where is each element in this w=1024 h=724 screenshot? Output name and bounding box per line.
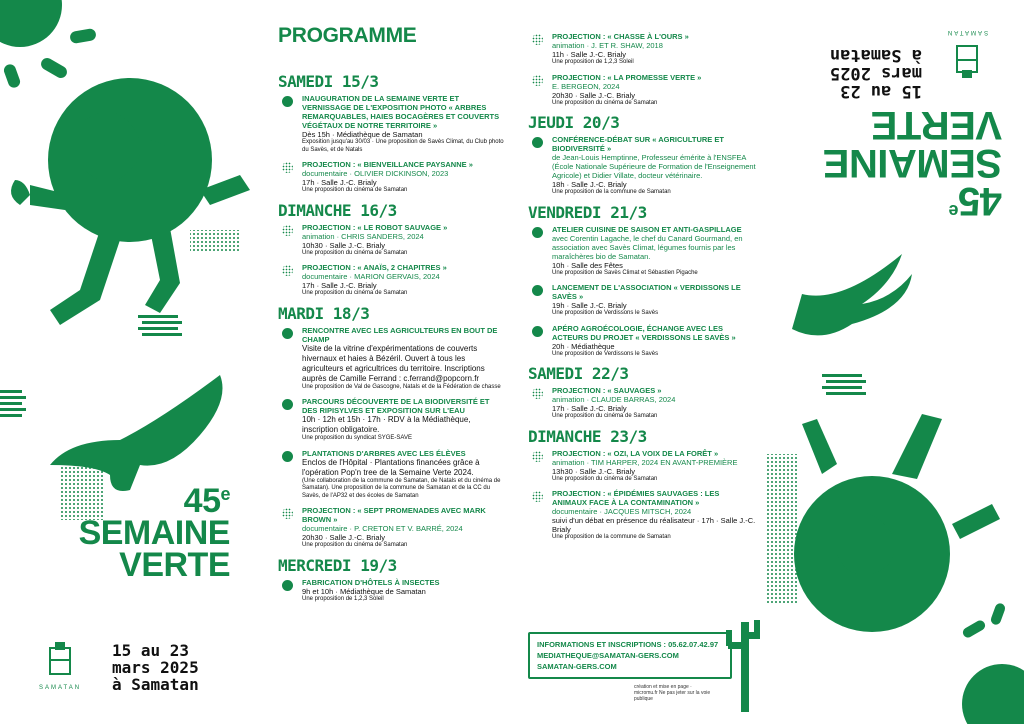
event-title: PROJECTION : « ÉPIDÉMIES SAUVAGES : LES ANIMAUX FACE À LA CONTAMINATION » [552, 489, 720, 507]
event-item [278, 223, 506, 258]
edition-heading [30, 482, 230, 584]
event-proposal: Une proposition du cinéma de Samatan [552, 99, 658, 106]
event-title: ATELIER CUISINE DE SAISON ET ANTI-GASPILLAGE [552, 224, 742, 234]
event-bullet-icon [282, 508, 293, 519]
event-bullet-icon [532, 388, 543, 399]
event-bullet-icon [532, 137, 543, 148]
event-subtitle: documentaire · OLIVIER DICKINSON, 2023 [302, 169, 449, 178]
edition-suffix: e [220, 484, 230, 504]
event-bullet-icon [282, 580, 293, 591]
event-title: CONFÉRENCE-DÉBAT SUR « AGRICULTURE ET BIODIVERSITÉ » [552, 135, 724, 153]
programme-panel-left [262, 0, 512, 724]
event-time: suivi d'un débat en présence du réalisateur · 17h · Salle J.-C. Brialy [552, 516, 756, 534]
edition-heading [823, 103, 1002, 223]
event-bullet-icon [532, 491, 543, 502]
day-block [528, 427, 756, 542]
event-time: 20h30 · Salle J.-C. Brialy [552, 90, 635, 100]
event-description: Enclos de l'Hôpital · Plantations financées grâce à l'opération Pop'n tree de la Semaine Verte 2024. [302, 457, 480, 477]
heading-line2: VERTE [871, 103, 1002, 147]
event-proposal: Exposition jusqu'au 30/03 · Une proposition de Savès Climat, du Club photo du Savès, et de Natals [302, 139, 504, 153]
rotated-illustrations [762, 224, 1024, 724]
dates-line3: à Samatan [112, 675, 199, 694]
edition-number: 45 [958, 179, 1002, 223]
event-proposal: Une proposition du cinéma de Samatan [552, 475, 658, 482]
event-subtitle: E. BERGEON, 2024 [552, 81, 620, 91]
event-subtitle: documentaire · MARION GERVAIS, 2024 [302, 272, 440, 281]
event-proposal: Une proposition de 1,2,3 Soleil [552, 59, 634, 65]
event-proposal: Une proposition du cinéma de Samatan [552, 413, 658, 419]
town-name: SAMATAN [38, 685, 82, 691]
cover-panel-rotated [762, 0, 1024, 724]
edition-suffix: e [948, 201, 959, 221]
day-block [278, 72, 506, 195]
event-bullet-icon [282, 328, 293, 339]
event-proposal: Une proposition du syndicat SYGE-SAVE [302, 435, 412, 441]
event-title: PROJECTION : « BIENVEILLANCE PAYSANNE » [302, 160, 473, 169]
event-title: LANCEMENT DE L'ASSOCIATION « VERDISSONS LE SAVÈS » [552, 283, 741, 301]
edition-number: 45 [183, 482, 221, 520]
day-block [528, 364, 756, 421]
event-item [278, 449, 506, 501]
day-block [528, 113, 756, 197]
event-item [278, 263, 506, 298]
day-block [278, 556, 506, 604]
event-description: Visite de la vitrine d'expérimentations de couverts hivernaux et haies à Bézéril. Ouvert à tous les agriculteurs et agricultrices du territoire. Inscriptions auprès de Camille Ferrand : c.ferrand@popcorn.fr [302, 343, 485, 383]
event-bullet-icon [282, 225, 293, 236]
event-time: 17h · Salle J.-C. Brialy [302, 281, 377, 290]
event-proposal: Une proposition du cinéma de Samatan [302, 249, 408, 256]
dates-line3: à Samatan [829, 45, 922, 65]
event-item [528, 386, 756, 421]
event-proposal: Une proposition de Verdissons le Savès [552, 350, 659, 357]
left-panel [0, 0, 262, 724]
event-time: 19h · Salle J.-C. Brialy [552, 301, 627, 310]
event-title: PROJECTION : « SEPT PROMENADES AVEC MARK BROWN » [302, 506, 486, 524]
event-proposal: Une proposition de Savès Climat et Sébastien Pigache [552, 269, 698, 276]
event-subtitle: documentaire · JACQUES MITSCH, 2024 [552, 507, 692, 516]
globe-character-illustration [0, 0, 262, 340]
dates-line2: mars 2025 [112, 658, 199, 677]
day-block [528, 203, 756, 359]
event-subtitle: animation · TIM HARPER, 2024 EN AVANT-PREMIÈRE [552, 457, 738, 467]
event-bullet-icon [282, 451, 293, 462]
event-title: PROJECTION : « LE ROBOT SAUVAGE » [302, 222, 448, 232]
heading-line1: SEMAINE [823, 141, 1002, 185]
event-item [528, 283, 756, 318]
event-bullet-icon [532, 451, 543, 462]
website-link[interactable]: SAMATAN-GERS.COM [537, 662, 617, 671]
town-name: SAMATAN [945, 29, 989, 35]
event-title: RENCONTRE AVEC LES AGRICULTEURS EN BOUT DE CHAMP [302, 325, 498, 344]
programme-panel-right [512, 0, 762, 724]
day-block [278, 304, 506, 550]
credit-text: création et mise en page · micromu.fr Ne pas jeter sur la voie publique [634, 684, 711, 702]
event-bullet-icon [532, 34, 543, 45]
event-item [528, 225, 756, 278]
event-time: 11h · Salle J.-C. Brialy [552, 50, 627, 59]
contact-info-box [528, 632, 732, 679]
day-block [278, 201, 506, 298]
dates-line2: mars 2025 [829, 63, 922, 83]
event-title: APÉRO AGROÉCOLOGIE, ÉCHANGE AVEC LES ACTEURS DU PROJET « VERDISSONS LE SAVÈS » [552, 323, 736, 342]
event-proposal: Une proposition du cinéma de Samatan [302, 290, 408, 296]
town-crest-icon [35, 640, 85, 680]
event-item [278, 578, 506, 604]
event-proposal: Une proposition de Verdissons le Savès [552, 310, 659, 316]
event-title: PLANTATIONS D'ARBRES AVEC LES ÉLÈVES [302, 448, 466, 458]
event-item [278, 326, 506, 392]
event-proposal: Une proposition du cinéma de Samatan [302, 542, 408, 548]
day-heading: SAMEDI 15/3 [278, 72, 379, 91]
day-heading: SAMEDI 22/3 [528, 364, 629, 383]
event-bullet-icon [532, 227, 543, 238]
event-item [528, 73, 756, 108]
event-proposal: Une proposition de la commune de Samatan [552, 534, 671, 540]
event-bullet-icon [282, 399, 293, 410]
day-heading: MERCREDI 19/3 [278, 555, 397, 575]
event-item [528, 32, 756, 67]
event-time: 10h30 · Salle J.-C. Brialy [302, 240, 385, 250]
event-time: 9h et 10h · Médiathèque de Samatan [302, 586, 426, 596]
event-time: 20h · Médiathèque [552, 341, 615, 351]
day-heading: JEUDI 20/3 [528, 113, 620, 132]
event-time: Dès 15h · Médiathèque de Samatan [302, 130, 423, 139]
event-time: 20h30 · Salle J.-C. Brialy [302, 533, 385, 542]
event-time: 10h · Salle des Fêtes [552, 260, 623, 270]
samatan-logo [35, 640, 85, 691]
event-title: FABRICATION D'HÔTELS À INSECTES [302, 577, 440, 587]
event-dates [112, 642, 199, 693]
event-time: 17h · Salle J.-C. Brialy [302, 178, 377, 187]
event-proposal: Une proposition du cinéma de Samatan [302, 187, 408, 193]
day-heading: MARDI 18/3 [278, 303, 370, 323]
day-heading: DIMANCHE 16/3 [278, 200, 397, 220]
event-time: 13h30 · Salle J.-C. Brialy [552, 466, 635, 476]
samatan-logo [942, 29, 992, 80]
event-item [278, 94, 506, 154]
event-item [278, 160, 506, 195]
event-title: PROJECTION : « CHASSE À L'OURS » [552, 32, 689, 41]
event-time: 18h · Salle J.-C. Brialy [552, 180, 627, 189]
event-title: PARCOURS DÉCOUVERTE DE LA BIODIVERSITÉ ET DES RIPISYLVES ET EXPOSITION SUR L'EAU [302, 397, 490, 415]
event-bullet-icon [532, 326, 543, 337]
plant-figure-illustration [724, 612, 764, 712]
event-title: PROJECTION : « SAUVAGES » [552, 386, 662, 395]
event-bullet-icon [532, 285, 543, 296]
event-bullet-icon [282, 162, 293, 173]
event-item [528, 135, 756, 197]
event-item [278, 506, 506, 550]
rotated-cover-text [782, 20, 1002, 223]
event-proposal: Une proposition de Val de Gascogne, Natals et de la Fédération de chasse [302, 383, 501, 390]
town-crest-icon [942, 40, 992, 80]
event-time: 10h · 12h et 15h · 17h · RDV à la Médiathèque, inscription obligatoire. [302, 415, 471, 434]
event-subtitle: documentaire · P. CRETON ET V. BARRÉ, 2024 [302, 524, 463, 533]
event-proposal: Une proposition de la commune de Samatan [552, 189, 671, 195]
event-proposal: Une proposition de 1,2,3 Soleil [302, 595, 384, 602]
event-subtitle: animation · J. ET R. SHAW, 2018 [552, 41, 663, 50]
event-item [278, 397, 506, 443]
programme-title: PROGRAMME [278, 24, 417, 47]
event-proposal: (Une collaboration de la commune de Samatan, de Natals et du cinéma de Samatan). Une proposition de la commune de Samatan et de la CC du Savès, de l'AP32 et des écoles de Samatan [302, 477, 501, 499]
event-bullet-icon [532, 75, 543, 86]
event-bullet-icon [282, 96, 293, 107]
event-time: 17h · Salle J.-C. Brialy [552, 404, 627, 413]
heading-line2: VERTE [119, 546, 230, 584]
event-item [528, 449, 756, 484]
event-title: INAUGURATION DE LA SEMAINE VERTE ET VERNISSAGE DE L'EXPOSITION PHOTO « ARBRES REMARQUABLES, HAIES BOCAGÈRES ET COUVERTS VÉGÉTAUX DE NOTRE TERRITOIRE » [302, 94, 500, 130]
day-heading: VENDREDI 21/3 [528, 202, 647, 222]
event-subtitle: de Jean-Louis Hemptinne, Professeur émérite à l'ENSFEA (École Nationale Supérieure de Formation de l'Enseignement Agricole) et Didier Villate, docteur vétérinaire. [552, 153, 756, 180]
event-subtitle: animation · CLAUDE BARRAS, 2024 [552, 395, 676, 404]
event-title: PROJECTION : « LA PROMESSE VERTE » [552, 72, 702, 82]
event-subtitle: animation · CHRIS SANDERS, 2024 [302, 231, 424, 241]
event-title: PROJECTION : « ANAÏS, 2 CHAPITRES » [302, 263, 447, 272]
dates-line1: 15 au 23 [112, 641, 190, 660]
event-subtitle: avec Corentin Lagache, le chef du Canard Gourmand, en association avec Savès Climat, légumes fournis par les maraîchères bio de Samatan. [552, 233, 743, 261]
event-title: PROJECTION : « OZI, LA VOIX DE LA FORÊT » [552, 448, 719, 458]
event-bullet-icon [282, 265, 293, 276]
heading-line1: SEMAINE [78, 514, 230, 552]
dates-line1: 15 au 23 [840, 81, 922, 101]
event-dates [830, 46, 922, 100]
event-item [528, 489, 756, 542]
contact-phone: INFORMATIONS ET INSCRIPTIONS : 05.62.07.42.97 [537, 640, 719, 649]
event-item [528, 324, 756, 359]
contact-email-link[interactable]: MEDIATHEQUE@SAMATAN-GERS.COM [537, 651, 679, 660]
day-heading: DIMANCHE 23/3 [528, 426, 647, 446]
